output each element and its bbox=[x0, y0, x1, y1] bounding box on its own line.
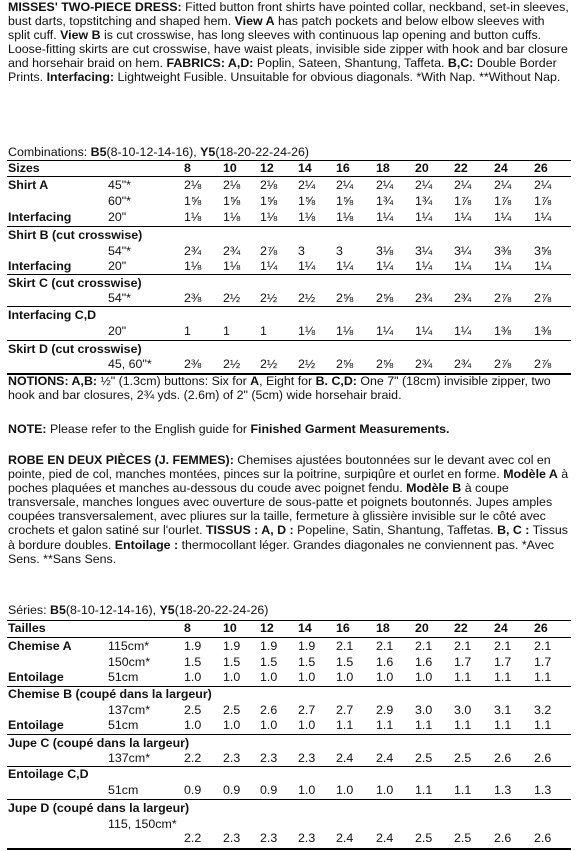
fabric-width: 45"* bbox=[108, 178, 132, 192]
yardage-cell: 2¾ bbox=[454, 357, 472, 371]
text-run: (8-10-12-14-16), bbox=[65, 603, 160, 617]
english-notions bbox=[8, 374, 570, 402]
yardage-cell: 2.4 bbox=[336, 751, 354, 765]
bold-text-run: Interfacing: bbox=[46, 70, 115, 85]
size-header-cell: 20 bbox=[415, 621, 429, 635]
yardage-cell: 1.5 bbox=[336, 655, 354, 669]
yardage-cell: 1.0 bbox=[260, 718, 278, 732]
yardage-cell: 2¾ bbox=[415, 357, 433, 371]
size-header-cell: 26 bbox=[534, 621, 548, 635]
text-run: Lightweight Fusible. Unsuitable for obvious diagonals. *With Nap. **Without Nap. bbox=[114, 70, 561, 85]
yardage-cell: 2½ bbox=[260, 357, 278, 371]
bold-text-run: Entoilage : bbox=[114, 537, 179, 552]
yardage-cell: 1¼ bbox=[494, 259, 512, 273]
english-note bbox=[8, 422, 449, 436]
size-header-cell: 10 bbox=[223, 161, 237, 175]
yardage-cell: 2.1 bbox=[336, 639, 354, 653]
bold-text-run: NOTE: bbox=[8, 422, 47, 436]
yardage-cell: 1¼ bbox=[454, 324, 472, 338]
row-label: Chemise A bbox=[8, 639, 72, 653]
yardage-cell: 1.0 bbox=[260, 670, 278, 684]
yardage-cell: 2.3 bbox=[223, 751, 241, 765]
yardage-cell: 3⅛ bbox=[376, 244, 394, 258]
bold-text-run: View B bbox=[60, 28, 101, 43]
bold-text-run: NOTIONS: A,B: bbox=[8, 374, 98, 388]
yardage-cell: 1.0 bbox=[223, 718, 241, 732]
yardage-cell: 0.9 bbox=[260, 783, 278, 797]
yardage-cell: 1¼ bbox=[376, 259, 394, 273]
yardage-cell: 2¼ bbox=[415, 178, 433, 192]
yardage-cell: 2.7 bbox=[298, 703, 316, 717]
yardage-cell: 1.0 bbox=[184, 670, 202, 684]
yardage-cell: 1¼ bbox=[454, 259, 472, 273]
yardage-cell: 2.5 bbox=[415, 831, 433, 845]
text-run: (18-20-22-24-26) bbox=[215, 145, 309, 159]
size-header-cell: 8 bbox=[184, 161, 191, 175]
yardage-cell: 1⅜ bbox=[494, 324, 512, 338]
yardage-cell: 2.3 bbox=[298, 751, 316, 765]
size-header-cell: 12 bbox=[260, 161, 274, 175]
yardage-cell: 1.0 bbox=[376, 670, 394, 684]
row-label: Skirt C (cut crosswise) bbox=[8, 276, 142, 290]
yardage-cell: 2¼ bbox=[376, 178, 394, 192]
size-header-label: Sizes bbox=[8, 161, 40, 175]
yardage-cell: 2.6 bbox=[260, 703, 278, 717]
size-header-cell: 22 bbox=[454, 161, 468, 175]
yardage-cell: 2.5 bbox=[415, 751, 433, 765]
yardage-cell: 1.6 bbox=[376, 655, 394, 669]
fabric-width: 60"* bbox=[108, 194, 132, 208]
yardage-cell: 2½ bbox=[298, 291, 316, 305]
table-rule bbox=[7, 340, 571, 341]
yardage-cell: 1⅞ bbox=[534, 194, 552, 208]
yardage-cell: 1.3 bbox=[494, 783, 512, 797]
row-label: Skirt D (cut crosswise) bbox=[8, 342, 142, 356]
fabric-width: 150cm* bbox=[108, 655, 151, 669]
yardage-cell: 2.4 bbox=[336, 831, 354, 845]
yardage-cell: 2.1 bbox=[415, 639, 433, 653]
yardage-cell: 2⅜ bbox=[184, 357, 202, 371]
bold-text-run: Modèle B bbox=[406, 481, 462, 496]
size-header-cell: 16 bbox=[336, 621, 350, 635]
fabric-width: 51cm bbox=[108, 670, 139, 684]
text-run: Popeline, Satin, Shantung, Taffetas. bbox=[293, 523, 498, 538]
yardage-cell: 1⅛ bbox=[336, 324, 354, 338]
yardage-cell: 2.3 bbox=[260, 831, 278, 845]
yardage-cell: 1.5 bbox=[260, 655, 278, 669]
bold-text-run: Y5 bbox=[200, 145, 216, 159]
bold-text-run: B,C: bbox=[447, 56, 474, 71]
yardage-cell: 1⅜ bbox=[534, 324, 552, 338]
yardage-cell: 1⅞ bbox=[494, 194, 512, 208]
yardage-cell: 1.6 bbox=[415, 655, 433, 669]
yardage-cell: 1⅝ bbox=[184, 194, 202, 208]
yardage-cell: 1.1 bbox=[534, 718, 552, 732]
row-label: Interfacing bbox=[8, 259, 72, 273]
size-header-cell: 12 bbox=[260, 621, 274, 635]
yardage-cell: 2⅛ bbox=[260, 178, 278, 192]
size-header-cell: 14 bbox=[298, 621, 312, 635]
yardage-cell: 2.7 bbox=[336, 703, 354, 717]
table-rule bbox=[7, 799, 571, 800]
text-run: , Eight for bbox=[259, 374, 316, 388]
table-rule bbox=[7, 226, 571, 227]
yardage-cell: 1.3 bbox=[534, 783, 552, 797]
yardage-cell: 2⅝ bbox=[376, 291, 394, 305]
yardage-cell: 2.6 bbox=[534, 751, 552, 765]
yardage-cell: 1.1 bbox=[415, 718, 433, 732]
yardage-cell: 1.7 bbox=[494, 655, 512, 669]
yardage-cell: 0.9 bbox=[223, 783, 241, 797]
yardage-cell: 2¼ bbox=[298, 178, 316, 192]
bold-text-run: TISSUS : A, D : bbox=[205, 523, 294, 538]
yardage-cell: 1¾ bbox=[415, 194, 433, 208]
yardage-cell: 1⅛ bbox=[223, 259, 241, 273]
size-header-label: Tailles bbox=[8, 621, 46, 635]
fabric-width: 115, 150cm* bbox=[108, 817, 177, 831]
yardage-cell: 1.7 bbox=[534, 655, 552, 669]
text-run: Séries: bbox=[8, 603, 51, 617]
yardage-cell: 1⅝ bbox=[336, 194, 354, 208]
row-label: Jupe D (coupé dans la largeur) bbox=[8, 801, 190, 815]
bold-text-run: A bbox=[250, 374, 260, 388]
size-header-cell: 10 bbox=[223, 621, 237, 635]
yardage-cell: 1.0 bbox=[298, 670, 316, 684]
yardage-cell: 1.0 bbox=[298, 718, 316, 732]
fabric-width: 54"* bbox=[108, 291, 132, 305]
yardage-cell: 1.1 bbox=[454, 783, 472, 797]
yardage-cell: 1¼ bbox=[336, 259, 354, 273]
yardage-cell: 3.0 bbox=[454, 703, 472, 717]
yardage-cell: 2⅞ bbox=[260, 244, 278, 258]
yardage-cell: 2½ bbox=[223, 357, 241, 371]
yardage-cell: 1.1 bbox=[494, 718, 512, 732]
row-label: Interfacing C,D bbox=[8, 308, 97, 322]
yardage-cell: 1¼ bbox=[298, 259, 316, 273]
yardage-cell: 3.2 bbox=[534, 703, 552, 717]
yardage-cell: 1¼ bbox=[415, 259, 433, 273]
english-description bbox=[8, 0, 570, 85]
fabric-width: 51cm bbox=[108, 783, 139, 797]
yardage-cell: 1.1 bbox=[454, 670, 472, 684]
bold-text-run: ROBE EN DEUX PIÈCES (J. FEMMES): bbox=[8, 453, 234, 467]
yardage-cell: 1.5 bbox=[184, 655, 202, 669]
yardage-cell: 1⅝ bbox=[223, 194, 241, 208]
yardage-cell: 1⅛ bbox=[184, 259, 202, 273]
text-run: has patch pockets and below elbow sleeves with split cuff. bbox=[8, 14, 545, 43]
yardage-cell: 2⅞ bbox=[534, 291, 552, 305]
bold-text-run: MISSES' TWO-PIECE DRESS: bbox=[8, 0, 182, 14]
yardage-cell: 2.3 bbox=[223, 831, 241, 845]
row-label: Entoilage bbox=[8, 670, 64, 684]
yardage-cell: 2¾ bbox=[454, 291, 472, 305]
yardage-cell: 1¼ bbox=[376, 210, 394, 224]
yardage-cell: 2.1 bbox=[454, 639, 472, 653]
yardage-cell: 1.9 bbox=[298, 639, 316, 653]
yardage-cell: 1.0 bbox=[298, 783, 316, 797]
yardage-cell: 1.1 bbox=[376, 718, 394, 732]
yardage-cell: 2¾ bbox=[223, 244, 241, 258]
yardage-cell: 1.0 bbox=[223, 670, 241, 684]
table-rule bbox=[7, 620, 571, 621]
yardage-cell: 2¾ bbox=[415, 291, 433, 305]
yardage-cell: 2.2 bbox=[184, 751, 202, 765]
fabric-width: 137cm* bbox=[108, 751, 151, 765]
table-rule bbox=[7, 766, 571, 767]
yardage-cell: 1¼ bbox=[415, 324, 433, 338]
yardage-cell: 1.0 bbox=[336, 670, 354, 684]
size-header-cell: 24 bbox=[494, 621, 508, 635]
table-rule bbox=[7, 848, 571, 850]
yardage-cell: 1.0 bbox=[376, 783, 394, 797]
yardage-cell: 1¼ bbox=[415, 210, 433, 224]
text-run: Combinations: bbox=[8, 145, 91, 159]
size-header-cell: 20 bbox=[415, 161, 429, 175]
text-run: Please refer to the English guide for bbox=[46, 422, 251, 436]
yardage-cell: 1⅛ bbox=[298, 324, 316, 338]
text-run: (18-20-22-24-26) bbox=[174, 603, 269, 617]
yardage-cell: 2½ bbox=[298, 357, 316, 371]
yardage-cell: 1.1 bbox=[415, 783, 433, 797]
yardage-cell: 2½ bbox=[223, 291, 241, 305]
yardage-cell: 2.2 bbox=[184, 831, 202, 845]
yardage-cell: 2.6 bbox=[494, 751, 512, 765]
yardage-cell: 1¼ bbox=[494, 210, 512, 224]
yardage-cell: 1.0 bbox=[336, 783, 354, 797]
text-run: à poches plaquées et manches au-dessous du coude avec poignet fendu. bbox=[8, 467, 569, 496]
row-label: Shirt B (cut crosswise) bbox=[8, 228, 143, 242]
text-run: is cut crosswise, has long sleeves with continuous lap opening and button cuffs. Loose-fitting skirts are cut crosswise, have waist pleats, invisible side zipper with hook and bar closure and horsehair braid on hem. bbox=[8, 28, 568, 71]
yardage-cell: 2.5 bbox=[454, 831, 472, 845]
yardage-cell: 3¼ bbox=[415, 244, 433, 258]
fabric-width: 20" bbox=[108, 324, 127, 338]
yardage-cell: 1 bbox=[223, 324, 230, 338]
size-header-cell: 24 bbox=[494, 161, 508, 175]
row-label: Entoilage bbox=[8, 718, 64, 732]
yardage-cell: 2.5 bbox=[223, 703, 241, 717]
yardage-cell: 1.7 bbox=[454, 655, 472, 669]
text-run: Chemises ajustées boutonnées sur le devant avec col en pointe, pied de col, manches montées, pinces sur la poitrine, surpiqûre et ourlet en forme. bbox=[8, 453, 551, 482]
bold-text-run: FABRICS: A,D: bbox=[166, 56, 254, 71]
yardage-cell: 2⅝ bbox=[376, 357, 394, 371]
size-header-cell: 14 bbox=[298, 161, 312, 175]
english-combinations bbox=[8, 145, 309, 159]
yardage-cell: 1¼ bbox=[376, 324, 394, 338]
fabric-width: 20" bbox=[108, 259, 127, 273]
yardage-cell: 1.9 bbox=[184, 639, 202, 653]
yardage-cell: 1¼ bbox=[454, 210, 472, 224]
yardage-cell: 1⅞ bbox=[454, 194, 472, 208]
yardage-cell: 1⅛ bbox=[223, 210, 241, 224]
yardage-cell: 2⅝ bbox=[336, 291, 354, 305]
size-header-cell: 18 bbox=[376, 621, 390, 635]
yardage-cell: 2⅝ bbox=[336, 357, 354, 371]
bold-text-run: Y5 bbox=[159, 603, 175, 617]
bold-text-run: Finished Garment Measurements. bbox=[250, 422, 450, 436]
yardage-cell: 2⅛ bbox=[184, 178, 202, 192]
yardage-cell: 2.5 bbox=[454, 751, 472, 765]
size-header-cell: 16 bbox=[336, 161, 350, 175]
yardage-cell: 3.0 bbox=[415, 703, 433, 717]
yardage-cell: 1.1 bbox=[534, 670, 552, 684]
yardage-cell: 3⅝ bbox=[534, 244, 552, 258]
table-rule bbox=[7, 734, 571, 735]
yardage-cell: 1¼ bbox=[534, 259, 552, 273]
yardage-cell: 2⅛ bbox=[223, 178, 241, 192]
yardage-cell: 1 bbox=[260, 324, 267, 338]
text-run: (8-10-12-14-16), bbox=[106, 145, 201, 159]
table-rule bbox=[7, 306, 571, 307]
row-label: Chemise B (coupé dans la largeur) bbox=[8, 687, 212, 701]
yardage-cell: 2⅞ bbox=[534, 357, 552, 371]
text-run: One 7" (18cm) invisible zipper, two hook and bar closures, 2¾ yds. (2.6m) of 2" (5cm) wide horsehair braid. bbox=[8, 374, 551, 403]
yardage-cell: 0.9 bbox=[184, 783, 202, 797]
yardage-cell: 2⅞ bbox=[494, 291, 512, 305]
row-label: Interfacing bbox=[8, 210, 72, 224]
bold-text-run: B, C : bbox=[497, 523, 530, 538]
size-header-cell: 8 bbox=[184, 621, 191, 635]
yardage-cell: 1¼ bbox=[534, 210, 552, 224]
text-run: Tissus à bordure doubles. bbox=[8, 523, 568, 552]
yardage-cell: 2½ bbox=[260, 291, 278, 305]
fabric-width: 54"* bbox=[108, 244, 132, 258]
text-run: Double Border Prints. bbox=[8, 56, 557, 85]
yardage-cell: 1.1 bbox=[454, 718, 472, 732]
yardage-cell: 1⅛ bbox=[298, 210, 316, 224]
size-header-cell: 26 bbox=[534, 161, 548, 175]
bold-text-run: View A bbox=[234, 14, 275, 29]
yardage-cell: 2⅞ bbox=[494, 357, 512, 371]
yardage-cell: 1.0 bbox=[415, 670, 433, 684]
row-label: Jupe C (coupé dans la largeur) bbox=[8, 736, 190, 750]
yardage-cell: 1 bbox=[184, 324, 191, 338]
yardage-cell: 1⅝ bbox=[260, 194, 278, 208]
text-run: ½" (1.3cm) buttons: Six for bbox=[97, 374, 251, 388]
yardage-cell: 1⅛ bbox=[184, 210, 202, 224]
text-run: à coupe transversale, manches longues avec ouverture de sous-patte et poignets boutonnés. Jupes amples coupées transversalement, avec pliures sur la taille, fermeture à glissière invisible sur le côté avec crochets et galon satiné sur l'ourlet. bbox=[8, 481, 553, 538]
french-description bbox=[8, 453, 570, 566]
yardage-cell: 1¾ bbox=[376, 194, 394, 208]
fabric-width: 137cm* bbox=[108, 703, 151, 717]
yardage-cell: 1.1 bbox=[336, 718, 354, 732]
yardage-cell: 2.9 bbox=[376, 703, 394, 717]
yardage-cell: 2.1 bbox=[534, 639, 552, 653]
yardage-cell: 1⅛ bbox=[260, 210, 278, 224]
fabric-width: 115cm* bbox=[108, 639, 150, 653]
yardage-cell: 2.5 bbox=[184, 703, 202, 717]
table-rule bbox=[7, 176, 571, 177]
bold-text-run: B5 bbox=[50, 603, 66, 617]
size-header-cell: 18 bbox=[376, 161, 390, 175]
yardage-cell: 2¼ bbox=[534, 178, 552, 192]
yardage-cell: 2⅜ bbox=[184, 291, 202, 305]
yardage-cell: 2¾ bbox=[184, 244, 202, 258]
yardage-cell: 2¼ bbox=[336, 178, 354, 192]
yardage-cell: 1⅝ bbox=[298, 194, 316, 208]
yardage-cell: 1.0 bbox=[184, 718, 202, 732]
row-label: Shirt A bbox=[8, 178, 49, 192]
yardage-cell: 1.1 bbox=[494, 670, 512, 684]
yardage-cell: 1.5 bbox=[223, 655, 241, 669]
text-run: Fitted button front shirts have pointed collar, neckband, set-in sleeves, bust darts, topstitching and shaped hem. bbox=[8, 0, 569, 29]
text-run: Poplin, Sateen, Shantung, Taffeta. bbox=[253, 56, 448, 71]
table-rule bbox=[7, 637, 571, 638]
yardage-cell: 1.9 bbox=[260, 639, 278, 653]
fabric-width: 20" bbox=[108, 210, 127, 224]
yardage-cell: 2.3 bbox=[298, 831, 316, 845]
yardage-cell: 1⅛ bbox=[336, 210, 354, 224]
table-rule bbox=[7, 160, 571, 161]
yardage-cell: 1¼ bbox=[260, 259, 278, 273]
yardage-cell: 2.3 bbox=[260, 751, 278, 765]
french-combinations bbox=[8, 603, 268, 617]
yardage-cell: 2¼ bbox=[494, 178, 512, 192]
table-rule bbox=[7, 274, 571, 275]
yardage-cell: 2¼ bbox=[454, 178, 472, 192]
yardage-cell: 3.1 bbox=[494, 703, 512, 717]
bold-text-run: B. C,D: bbox=[315, 374, 357, 388]
yardage-cell: 3 bbox=[336, 244, 343, 258]
yardage-cell: 2.4 bbox=[376, 751, 394, 765]
bold-text-run: B5 bbox=[90, 145, 107, 159]
text-run: thermocollant léger. Grandes diagonales ne conviennent pas. *Avec Sens. **Sans Sens. bbox=[8, 537, 554, 566]
yardage-cell: 2.4 bbox=[376, 831, 394, 845]
yardage-cell: 3 bbox=[298, 244, 305, 258]
fabric-width: 45, 60"* bbox=[108, 357, 152, 371]
yardage-cell: 2.6 bbox=[534, 831, 552, 845]
bold-text-run: Modèle A bbox=[503, 467, 558, 482]
yardage-cell: 2.6 bbox=[494, 831, 512, 845]
yardage-cell: 2.1 bbox=[494, 639, 512, 653]
yardage-cell: 3⅜ bbox=[494, 244, 512, 258]
row-label: Entoilage C,D bbox=[8, 767, 89, 781]
size-header-cell: 22 bbox=[454, 621, 468, 635]
yardage-cell: 1.5 bbox=[298, 655, 316, 669]
yardage-cell: 3¼ bbox=[454, 244, 472, 258]
yardage-cell: 2.1 bbox=[376, 639, 394, 653]
yardage-cell: 1.9 bbox=[223, 639, 241, 653]
fabric-width: 51cm bbox=[108, 718, 139, 732]
